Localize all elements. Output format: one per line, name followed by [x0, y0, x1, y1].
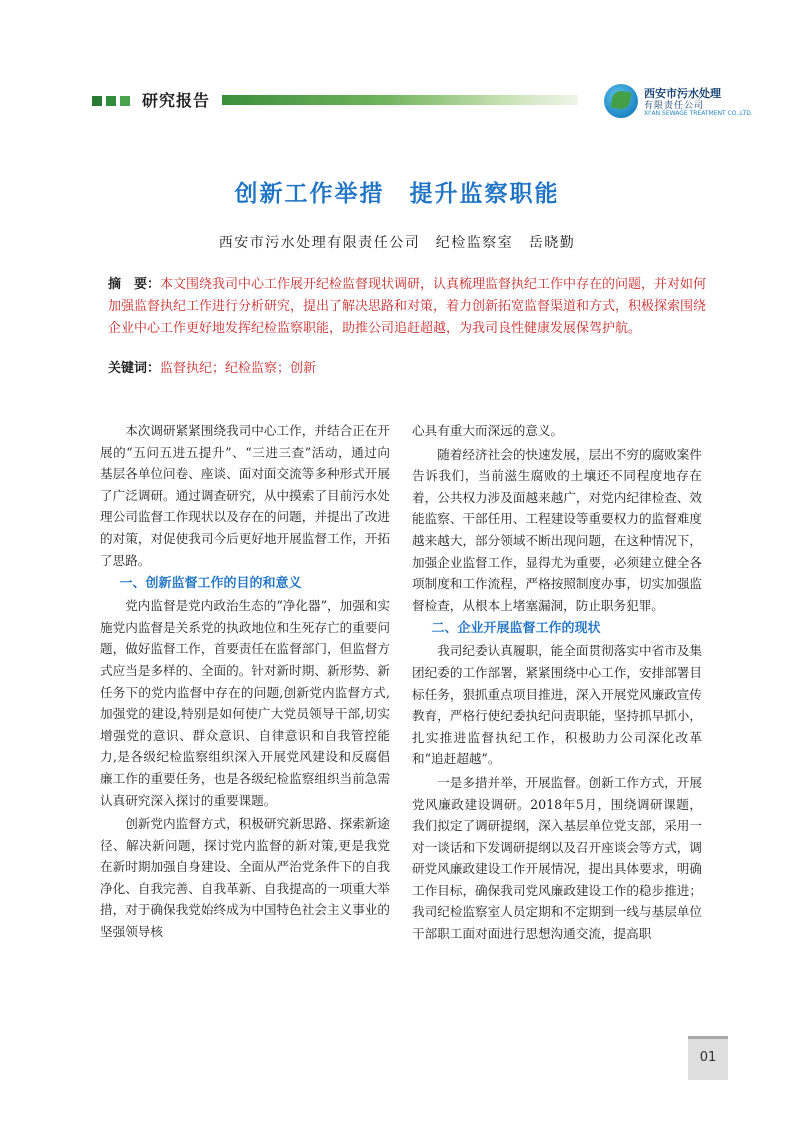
abstract-label: 摘 要： — [108, 277, 161, 292]
page-number: 01 — [688, 1036, 728, 1080]
paragraph: 党内监督是党内政治生态的“净化器”，加强和实施党内监督是关系党的执政地位和生死存亡的重要问题，做好监督工作，首要责任在监督部门，但监督方式应当是多样的、全面的。针对新时期、新形势、新任务下的党内监督中存在的问题,创新党内监督方式,加强党的建设,特别是如何使广大党员领导干部,切实增强党的意识、群众意识、自律意识和自我管控能力,是各级纪检监察组织深入开展党风建设和反腐倡廉工作的重要任务，也是各级纪检监察组织当前急需认真研究深入探讨的重要课题。 — [100, 598, 390, 808]
paragraph-continued: 心具有重大而深远的意义。 — [412, 423, 564, 438]
left-column — [100, 420, 390, 945]
logo-name-line2: 有限责任公司 — [644, 101, 705, 111]
article-title: 创新工作举措 提升监察职能 — [234, 181, 560, 207]
right-column — [412, 420, 702, 947]
company-logo — [604, 84, 753, 124]
page-number-bar — [688, 1036, 728, 1039]
keywords — [108, 359, 708, 379]
paragraph: 我司纪委认真履职，能全面贯彻落实中省市及集团纪委的工作部署，紧紧围绕中心工作，安排部署目标任务，狠抓重点项目推进，深入开展党风廉政宣传教育，严格行使纪委执纪问责职能，坚持抓早抓小，扎实推进监督执纪工作，积极助力公司深化改革和“追赶超越”。 — [412, 643, 702, 767]
paragraph: 随着经济社会的快速发展，层出不穷的腐败案件告诉我们，当前滋生腐败的土壤还不同程度地存在着，公共权力涉及面越来越广，对党内纪律检查、效能监察、干部任用、工程建设等重要权力的监督难度越来越大，部分领域不断出现问题，在这种情况下，加强企业监督工作，显得尤为重要，必须建立健全各项制度和工作流程，严格按照制度办事，切实加强监督检查，从根本上堵塞漏洞，防止职务犯罪。 — [412, 446, 702, 613]
abstract-text: 本文围绕我司中心工作展开纪检监督现状调研，认真梳理监督执纪工作中存在的问题，并对如何加强监督执纪工作进行分析研究，提出了解决思路和对策，着力创新拓宽监督渠道和方式，积极探索围绕企业中心工作更好地发挥纪检监察职能，助推公司追赶超越，为我司良性健康发展保驾护航。 — [108, 277, 707, 336]
section-heading: 一、创新监督工作的目的和意义 — [119, 576, 302, 592]
header-square — [92, 96, 102, 106]
header-square — [120, 96, 130, 106]
keywords-label: 关键词： — [108, 361, 161, 376]
paragraph: 一是多措并举，开展监督。创新工作方式，开展党风廉政建设调研。2018年5月，围绕调研课题，我们拟定了调研提纲，深入基层单位党支部，采用一对一谈话和下发调研提纲以及召开座谈会等方式，调研党风廉政建设工作开展情况，提出具体要求，明确工作目标，确保我司党风廉政建设工作的稳步推进；我司纪检监察室人员定期和不定期到一线与基层单位干部职工面对面进行思想沟通交流，提高职 — [412, 774, 702, 942]
header-decoration-squares — [92, 96, 130, 106]
keywords-text: 监督执纪；纪检监察；创新 — [160, 361, 317, 376]
article-byline: 西安市污水处理有限责任公司 纪检监察室 岳晓勤 — [218, 235, 576, 251]
header-square — [106, 96, 116, 106]
logo-english: XI'AN SEWAGE TREATMENT CO.,LTD. — [644, 110, 753, 117]
abstract — [108, 274, 708, 340]
logo-name-line1: 西安市污水处理 — [644, 87, 721, 100]
paragraph: 本次调研紧紧围绕我司中心工作，并结合正在开展的“五问五进五提升”、“三进三查”活动，通过向基层各单位问卷、座谈、面对面交流等多种形式开展了广泛调研。通过调查研究，从中摸索了目前污水处理公司监督工作现状以及存在的问题，并提出了改进的对策，对促使我司今后更好地开展监督工作，开拓了思路。 — [100, 423, 390, 568]
header-band — [222, 95, 578, 105]
section-label: 研究报告 — [142, 91, 211, 110]
paragraph: 创新党内监督方式，积极研究新思路、探索新途径、解决新问题，探讨党内监督的新对策,更是我党在新时期加强自身建设、全面从严治党条件下的自我净化、自我完善、自我革新、自我提高的一项重大举措，对于确保我党始终成为中国特色社会主义事业的坚强领导核 — [100, 816, 390, 940]
section-heading: 二、企业开展监督工作的现状 — [431, 621, 601, 637]
